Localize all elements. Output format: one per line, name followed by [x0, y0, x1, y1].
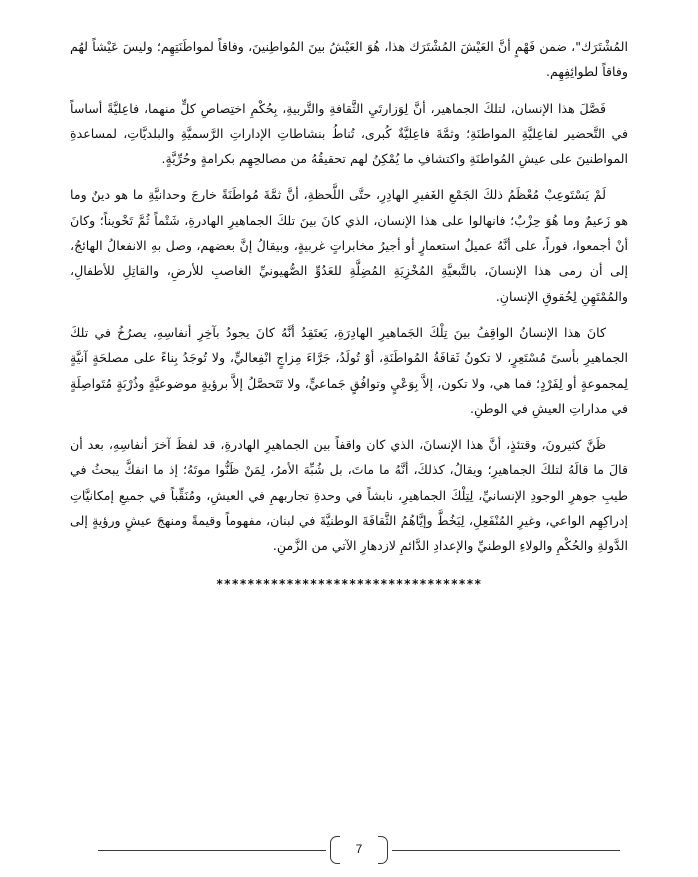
- paragraph-5: ظَنَّ كثيرونَ، وقتئذٍ، أنَّ هذا الإنسانَ، الذي كان واقفاً بين الجماهيرِ الهادرةِ، قد لفظَ آخرَ أنفاسِهِ، بعد أن قالَ ما قالَهُ لتلكَ الجماهيرِ؛ ويقالُ، كذلكَ، أنَّهُ ما ماتَ، بل شُبِّهَ الأمرُ، لِمَنْ ظَنُّوا موتَهُ؛ إذ ما انفكَّ يبحثُ في طيبِ جوهرِ الوجودِ الإنسانيِّ، لِتِلْكَ الجماهيرِ، نابشاً في وحدةِ تجاربهمِ في العيشِ، ومُنَقِّباً في جميعِ إمكانيَّاتِ إدراكِهِم الواعي، وغيرِ المُنْفَعِلِ، لِيَخُطَّ وإيَّاهُمُ الثَّقافَةَ الوطنيَّةَ في لبنان، مفهوماً وقيمةً ومنهجَ عيشٍ ورؤيةٍ إلى الدَّولةِ والحُكْمِ والولاءِ الوطنيِّ والإعدادِ الدَّائمِ لازدهارِ الآتي من الزَّمنِ.: [70, 437, 628, 554]
- close-brace-icon: [378, 836, 388, 864]
- page-footer: [98, 836, 620, 866]
- paragraph-1: المُشْتَرَك"، ضمن فَهْمٍ أنَّ العَيْشَ المُشْتَرَك هذا، هُوَ العَيْشُ بينَ المُواطِنينَ، وفاقاً لمواطَنَتِهِم؛ وليسَ عَيْشاً لهُم وفاقاً لطوائِفِهِم.: [70, 39, 628, 80]
- page-number: 7: [355, 842, 363, 856]
- paragraph-3: لَمْ يَسْتَوعِبْ مُعْظَمُ ذلكَ الجَمْعِ الغَفيرِ الهادِرِ، حتَّى اللَّحظةِ، أنَّ ثمَّةَ مُواطَنَةً خارجَ وحدانيَّةِ ما هو دينٌ وما هو زَعيمٌ وما هُوَ حِزْبٌ؛ فانهالوا على هذا الإنسان، الذي كانَ بينَ تلكَ الجماهيرِ الهادرةِ، شَتْماً ثُمَّ تَخْويناً؛ وكانَ أنْ أجمعوا، فوراً، على أنَّهُ عميلُ استعمارٍ أو أجيرُ مخابراتٍ غربيةٍ، وبيقالُ إنَّ بعضهم، وصل بهِ الانفعالُ الهائجُ، إلى أن رمى هذا الإنسانَ، بالتَّبعيَّةِ المُخْزِيَةِ المُضِلَّةِ للعَدُوِّ الصُّهيونيِّ الغاصبِ للأرضِ، والقاتِلِ للأطفالِ، والمُمْتَهِنِ لِحُقوقِ الإنسانِ.: [70, 187, 628, 304]
- open-brace-icon: [330, 836, 340, 864]
- document-body: [70, 34, 628, 570]
- paragraph-4: كانَ هذا الإنسانُ الواقِفُ بينَ تِلْكَ الجَماهيرِ الهادِرَةِ، يَعتَقِدُ أنَّهُ كانَ يجودُ بآخِرِ أنفاسِهِ، يصرُخُ في تلكَ الجماهيرِ بأسىً مُسْتَعِرٍ، لا تكونُ ثَقافَةُ المُواطَنَةِ، أوْ تُولَدُ، جَرَّاءَ مِزاجٍ انْفِعاليٍّ، ولا تُوجَدُ بِناءً على مصلحَةٍ آنيَّةٍ لِمجموعةٍ أو لِفَرْدٍ؛ فما هي، ولا تكون، إلاَّ بِوَعْيٍ وتوافُقٍ جَماعيٍّ، ولا تَتَحصَّلُ إلاَّ برؤيةٍ موضوعيَّةٍ وذُرْبَةٍ مُتَواصِلَةٍ في مداراتِ العيشِ في الوطنِ.: [70, 324, 628, 416]
- asterisk-separator: **********************************: [215, 577, 483, 591]
- footer-rule-right: [392, 850, 620, 851]
- paragraph-2: فَصَّلَ هذا الإنسان، لتلكَ الجماهير، أنَّ لِوَزارتَيِ الثَّقافةِ والتَّربيةِ، بِحُكْمِ اختِصاصِ كلٍّ منهما، فاعِليَّةً أساساً في التَّحضير لفاعِليَّةِ المواطنَةِ؛ وثمَّةَ فاعِليَّةٌ كُبرى، تُناطُ بنشاطاتِ الإداراتِ الرَّسميَّةِ والبلديَّاتِ، لمساعدةِ المواطنينَ على عيشِ المُواطنَةِ واكتشافِ ما يُمْكِنُ لهم تحقيقُهُ من مصالحِهِم بكرامةٍ وحُرِّيَّةٍ.: [70, 100, 628, 167]
- footer-rule-left: [98, 850, 326, 851]
